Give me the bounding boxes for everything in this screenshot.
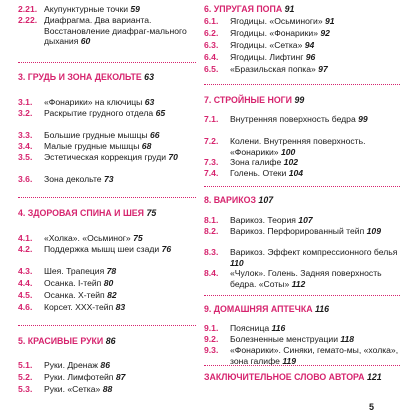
toc-chapter[interactable] [18,72,196,83]
entry-number: 4.6. [18,302,33,312]
entry-number: 6.1. [204,16,219,26]
entry-number: 9.1. [204,323,219,333]
entry-number: 4.4. [18,278,33,288]
entry-title: Акупунктурные точки [44,4,129,14]
entry-title: Поддержка мышц шеи сзади [44,244,160,254]
entry-number: 8.1. [204,215,219,225]
entry-page: 97 [318,64,328,74]
entry-number: 9.2. [204,334,219,344]
entry-title: Голень. Отеки [230,168,287,178]
toc-entry[interactable] [204,226,400,237]
entry-number: 6.4. [204,52,219,62]
entry-title: Диафрагма. Два варианта. Восстановление диафраг-мального дыхания [44,15,187,47]
toc-entry[interactable] [204,345,400,366]
entry-title: Раскрытие грудного отдела [44,108,154,118]
entry-page: 118 [340,334,355,344]
entry-title: Ягодицы. «Осьминоги» [230,16,323,26]
entry-page: 60 [80,36,91,47]
entry-page: 59 [130,4,140,14]
toc-entry[interactable] [204,114,400,125]
entry-title: Руки. Лимфотейп [44,372,114,382]
toc-entry[interactable] [18,97,196,108]
entry-page: 65 [155,108,166,118]
section-divider [204,365,400,366]
entry-title: Корсет. ХХХ-тейп [44,302,114,312]
entry-number: 5.3. [18,384,33,394]
entry-title: Руки. Дренаж [44,360,99,370]
entry-page: 110 [230,257,244,268]
entry-number: 3.1. [18,97,33,107]
toc-entry[interactable] [18,360,196,371]
entry-page: 76 [161,244,172,254]
toc-entry[interactable] [18,152,196,163]
toc-entry[interactable] [18,244,196,255]
section-divider [18,325,196,326]
entry-title: Ягодицы. Лифтинг [230,52,304,62]
entry-page: 112 [291,278,306,289]
chapter-page: 116 [315,304,330,314]
entry-number: 5.1. [18,360,33,370]
toc-entry[interactable] [18,266,196,277]
entry-page: 66 [150,130,160,140]
chapter-page: 99 [294,95,305,105]
chapter-title: 3. ГРУДЬ И ЗОНА ДЕКОЛЬТЕ [18,72,142,82]
chapter-page: 91 [284,4,295,14]
chapter-title: 6. УПРУГАЯ ПОПА [204,4,283,14]
section-divider [204,84,400,85]
entry-title: Варикоз. Теория [230,215,296,225]
chapter-title: 8. ВАРИКОЗ [204,195,256,205]
entry-title: Шея. Трапеция [44,266,105,276]
toc-entry[interactable] [204,323,400,334]
entry-page: 99 [358,114,368,124]
toc-chapter[interactable] [204,4,400,15]
toc-entry[interactable] [18,130,196,141]
entry-title: Осанка. Х-тейп [44,290,105,300]
chapter-title: 9. ДОМАШНЯЯ АПТЕЧКА [204,304,313,314]
entry-title: Малые грудные мышцы [44,141,140,151]
entry-page: 91 [325,16,335,26]
entry-page: 92 [320,28,330,38]
entry-page: 80 [103,278,114,288]
entry-page: 78 [106,266,117,276]
section-divider [204,295,400,296]
entry-title: «Холка». «Осьминог» [44,233,131,243]
page-number: 5 [368,402,374,412]
entry-title: Внутренняя поверхность бедра [230,114,356,124]
entry-page: 107 [298,215,313,225]
toc-entry[interactable] [18,384,196,395]
chapter-page: 63 [144,72,154,82]
entry-title: «Бразильская попка» [230,64,316,74]
entry-number: 6.2. [204,28,219,38]
toc-chapter[interactable] [204,195,400,206]
entry-title: Зона галифе [230,157,282,167]
section-divider [204,186,400,187]
toc-entry[interactable] [204,334,400,345]
entry-page: 119 [282,355,297,366]
entry-number: 7.3. [204,157,219,167]
entry-page: 94 [304,40,315,50]
toc-entry[interactable] [18,233,196,244]
entry-title: «Фонарики» на ключицы [44,97,143,107]
entry-page: 104 [288,168,304,178]
entry-number: 7.4. [204,168,219,178]
toc-entry[interactable] [204,136,400,157]
toc-entry[interactable] [204,268,400,289]
entry-number: 7.2. [204,136,219,146]
entry-title: Колени. Внутренняя поверхность. «Фонарики» [230,136,366,157]
entry-number: 2.21. [18,4,38,14]
toc-entry[interactable] [18,278,196,289]
toc-entry[interactable] [204,247,400,268]
entry-page: 87 [115,372,126,382]
entry-number: 2.22. [18,15,38,25]
toc-chapter[interactable] [204,372,400,383]
entry-number: 3.6. [18,174,33,184]
toc-entry[interactable] [204,64,400,75]
chapter-page: 75 [146,208,157,218]
entry-page: 70 [168,152,178,162]
toc-entry[interactable] [204,215,400,226]
entry-title: Ягодицы. «Сетка» [230,40,303,50]
entry-number: 8.2. [204,226,219,236]
entry-page: 63 [144,97,155,107]
entry-number: 7.1. [204,114,219,124]
entry-number: 8.4. [204,268,219,278]
entry-page: 68 [141,141,152,151]
entry-page: 102 [283,157,299,167]
toc-chapter[interactable] [18,208,196,219]
toc-entry[interactable] [204,40,400,51]
chapter-title: ЗАКЛЮЧИТЕЛЬНОЕ СЛОВО АВТОРА [204,372,365,382]
toc-entry[interactable] [18,4,196,15]
entry-number: 4.1. [18,233,33,243]
chapter-page: 86 [105,336,116,346]
toc-entry[interactable] [18,141,196,152]
toc-entry[interactable] [204,157,400,168]
toc-chapter[interactable] [18,336,196,347]
entry-page: 86 [100,360,110,370]
chapter-page: 107 [258,195,274,205]
entry-page: 83 [115,302,126,312]
entry-number: 6.5. [204,64,219,74]
entry-number: 3.2. [18,108,33,118]
entry-number: 8.3. [204,247,219,257]
toc-entry[interactable] [204,28,400,39]
toc-entry[interactable] [18,174,196,185]
entry-title: Варикоз. Эффект компрессионного белья [230,247,398,257]
entry-title: Поясница [230,323,270,333]
entry-number: 5.2. [18,372,33,382]
entry-page: 109 [366,226,381,236]
entry-number: 3.3. [18,130,33,140]
entry-number: 4.2. [18,244,33,254]
toc-entry[interactable] [18,108,196,119]
toc-chapter[interactable] [204,304,400,315]
entry-page: 116 [271,323,286,333]
entry-title: Зона декольте [44,174,102,184]
entry-number: 9.3. [204,345,219,355]
entry-title: Болезненные менструации [230,334,338,344]
entry-number: 4.5. [18,290,33,300]
chapter-title: 4. ЗДОРОВАЯ СПИНА И ШЕЯ [18,208,144,218]
toc-entry[interactable] [204,16,400,27]
entry-title: Большие грудные мышцы [44,130,148,140]
toc-entry[interactable] [18,290,196,301]
entry-title: Ягодицы. «Фонарики» [230,28,318,38]
toc-entry[interactable] [204,52,400,63]
entry-title: «Фонарики». Синяки, гемато-мы, «холка», зона галифе [230,345,399,366]
chapter-title: 5. КРАСИВЫЕ РУКИ [18,336,104,346]
toc-entry[interactable] [204,168,400,179]
toc-entry[interactable] [18,372,196,383]
entry-title: «Чулок». Голень. Задняя поверхность бедра. «Соты» [230,268,382,289]
chapter-title: 7. СТРОЙНЫЕ НОГИ [204,95,292,105]
entry-page: 73 [103,174,114,184]
entry-title: Осанка. I-тейп [44,278,102,288]
entry-number: 3.5. [18,152,33,162]
toc-chapter[interactable] [204,95,400,106]
entry-title: Эстетическая коррекция груди [44,152,167,162]
toc-entry[interactable] [18,15,196,47]
section-divider [18,197,196,198]
section-divider [18,62,196,63]
entry-title: Руки. «Сетка» [44,384,101,394]
entry-page: 88 [102,384,113,394]
entry-page: 75 [133,233,143,243]
entry-number: 6.3. [204,40,219,50]
entry-title: Варикоз. Перфорированный тейп [230,226,365,236]
entry-page: 100 [280,146,296,157]
toc-entry[interactable] [18,302,196,313]
entry-number: 4.3. [18,266,33,276]
entry-page: 82 [107,290,117,300]
entry-number: 3.4. [18,141,33,151]
entry-page: 96 [305,52,316,62]
chapter-page: 121 [366,372,382,382]
